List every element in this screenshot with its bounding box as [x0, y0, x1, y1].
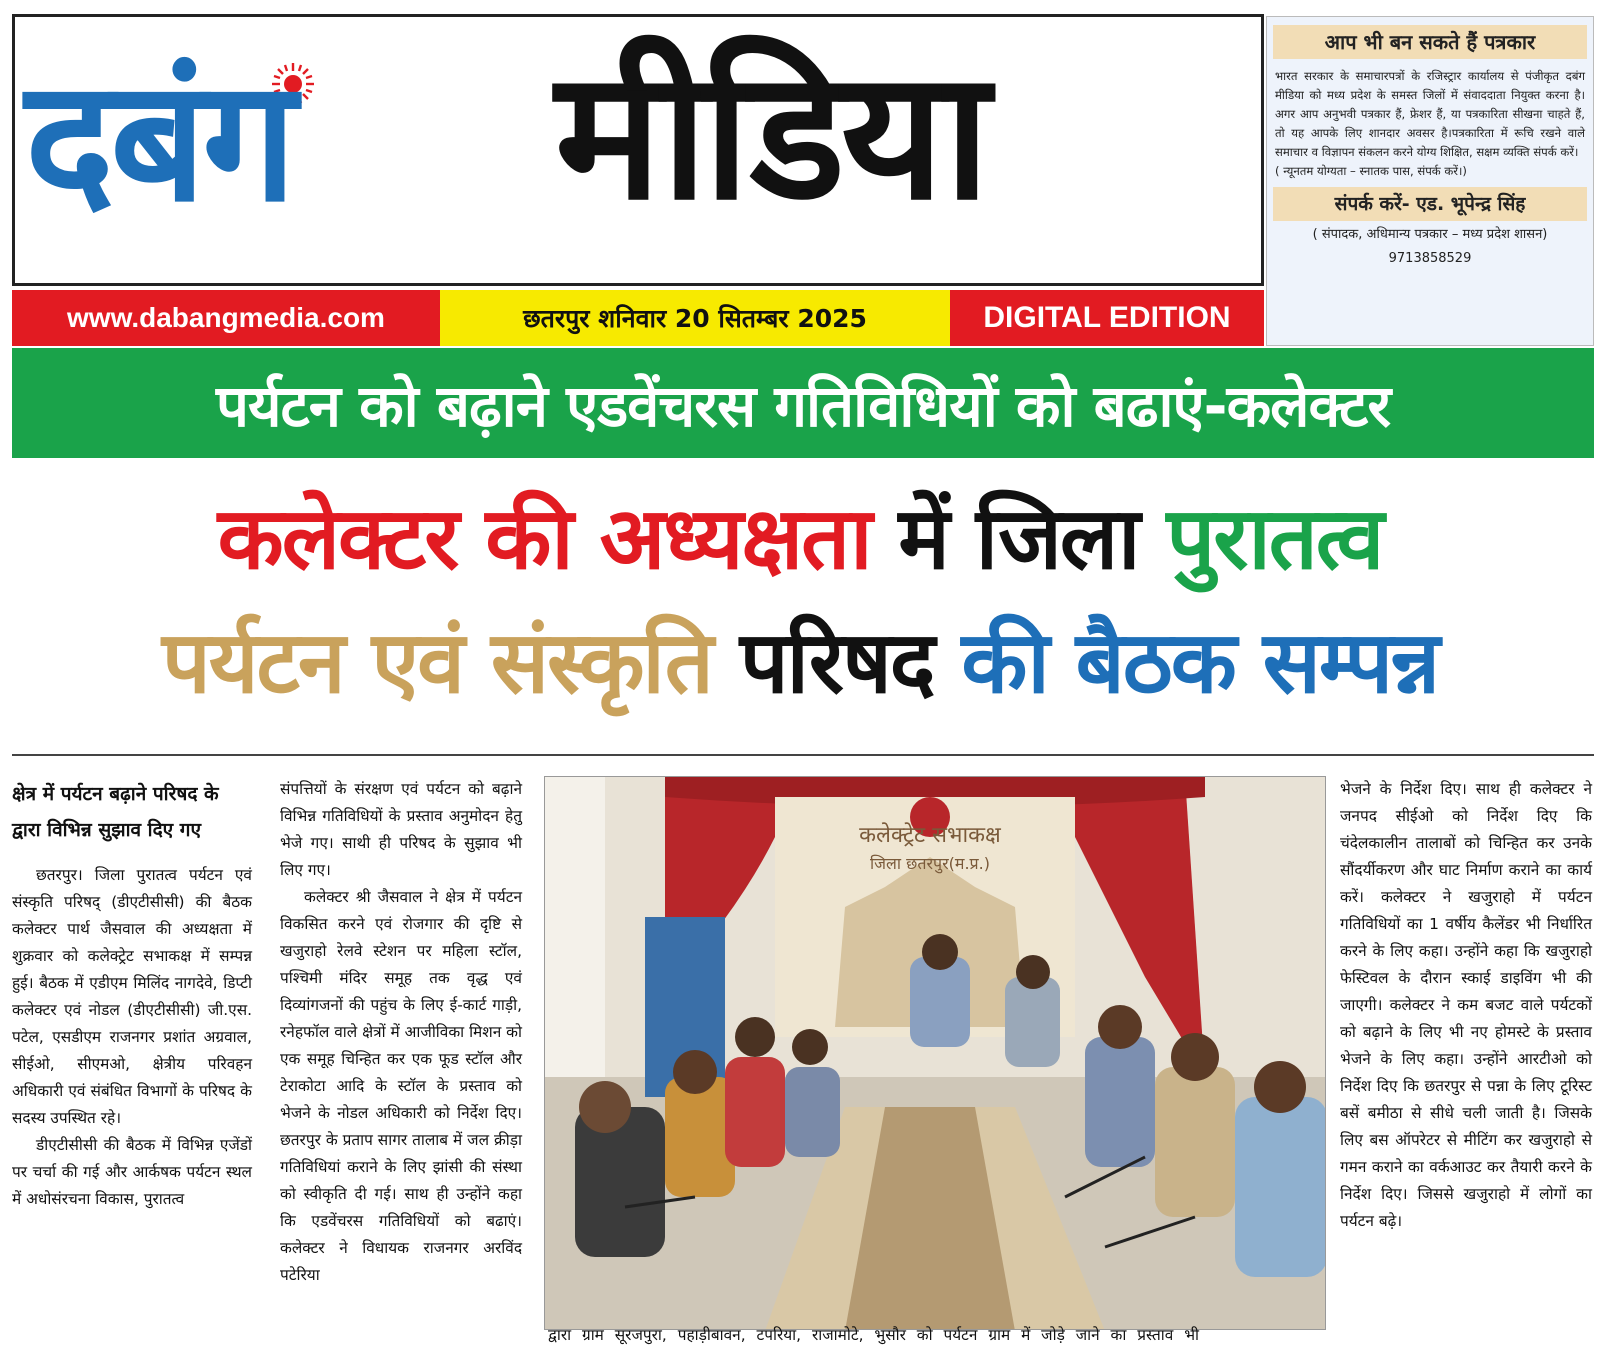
- edition-label: DIGITAL EDITION: [950, 290, 1264, 346]
- ad-title: आप भी बन सकते हैं पत्रकार: [1273, 25, 1587, 59]
- article-paragraph: भेजने के निर्देश दिए। साथ ही कलेक्टर ने जनपद सीईओ को निर्देश दिए कि चंदेलकालीन तालाबों को चिन्हित कर उनके सौंदर्यीकरण और घाट निर्माण कराने का कार्य करें। कलेक्टर ने खजुराहो में पर्यटन गतिविधियों का 1 वर्षीय कैलेंडर भी निर्धारित करने के लिए कहा। उन्होंने कहा कि खजुराहो फेस्टिवल के दौरान स्काई डाइविंग भी की जाएगी। कलेक्टर ने कम बजट वाले पर्यटकों को बढ़ाने के लिए भी नए होमस्टे के प्रस्ताव भेजने के लिए कहा। उन्होंने आरटीओ को निर्देश दिए कि छतरपुर से पन्ना के लिए टूरिस्ट बसें बमीठा से सीधे चली जाती है। जिसके लिए बस ऑपरेटर से मीटिंग कर खजुराहो से गमन कराने का वर्कआउट कर तैयारी करने के निर्देश दिए। जिससे खजुराहो में लोगों का पर्यटन बढ़े।: [1340, 780, 1592, 1230]
- photo-banner-line-2: जिला छतरपुर(म.प्र.): [870, 854, 990, 873]
- article-paragraph: छतरपुर। जिला पुरातत्व पर्यटन एवं संस्कृति परिषद् (डीएटीसीसी) की बैठक कलेक्टर पार्थ जैसवाल की अध्यक्षता में शुक्रवार को कलेक्ट्रेट सभाकक्ष में सम्पन्न हुई। बैठक में एडीएम मिलिंद नागदेवे, डिप्टी कलेक्टर एवं नोडल (डीएटीसीसी) जी.एस. पटेल, एसडीएम राजनगर प्रशांत अग्रवाल, सीईओ, सीएमओ, क्षेत्रीय परिवहन अधिकारी एवं संबंधित विभागों के परिषद के सदस्य उपस्थित रहे।: [12, 866, 252, 1127]
- photo-caption-text: द्वारा ग्राम सूरजपुरा, पहाड़ीबावन, टपरिया, राजामोटे, भुसौर को पर्यटन ग्राम में जोड़े जाने का प्रस्ताव भी: [548, 1326, 1200, 1344]
- banner-headline: पर्यटन को बढ़ाने एडवेंचरस गतिविधियों को बढाएं-कलेक्टर: [12, 348, 1594, 458]
- article-subhead: क्षेत्र में पर्यटन बढ़ाने परिषद के द्वारा विभिन्न सुझाव दिए गए: [12, 783, 219, 841]
- article-paragraph: कलेक्टर श्री जैसवाल ने क्षेत्र में पर्यटन विकसित करने एवं रोजगार की दृष्टि से खजुराहो रेलवे स्टेशन पर महिला स्टॉल, पश्चिमी मंदिर समूह तक वृद्ध एवं दिव्यांगजनों की पहुंच के लिए ई-कार्ट गाड़ी, रनेहफॉल वाले क्षेत्रों में आजीविका मिशन को एक समूह चिन्हित कर एक फूड स्टॉल और टेराकोटा आदि के स्टॉल के प्रस्ताव को भेजने के नोडल अधिकारी को निर्देश दिए। छतरपुर के प्रताप सागर तालाब में जल क्रीड़ा गतिविधियां कराने के लिए झांसी की संस्था को स्वीकृति दी गई। साथ ही उन्होंने कहा कि एडवेंचरस गतिविधियों को बढाएं। कलेक्टर ने विधायक राजनगर अरविंद पटेरिया: [280, 888, 522, 1284]
- website-link[interactable]: www.dabangmedia.com: [12, 290, 440, 346]
- photo-banner-line-1: कलेक्ट्रेट सभाकक्ष: [859, 823, 1001, 848]
- ad-body-text: भारत सरकार के समाचारपत्रों के रजिस्ट्रार कार्यालय से पंजीकृत दबंग मीडिया को मध्य प्रदेश के समस्त जिलों में संवाददाता नियुक्त करना है। अगर आप अनुभवी पत्रकार हैं, फ्रेशर हैं, या पत्रकारिता सीखना चाहते हैं, तो यह आपके लिए शानदार अवसर है।पत्रकारिता में रूचि रखने वाले समाचार व विज्ञापन संकलन करने योग्य शिक्षित, सक्षम व्यक्ति संपर्क करें।: [1275, 69, 1585, 159]
- headline-line-1: [0, 489, 1600, 589]
- ad-body: [1267, 63, 1593, 185]
- meeting-photo: [544, 776, 1326, 1330]
- recruitment-ad: [1266, 16, 1594, 346]
- ad-qualification: ( न्यूनतम योग्यता – स्नातक पास, संपर्क करें।): [1275, 164, 1467, 178]
- article-column-1: [12, 776, 252, 1213]
- article-paragraph: संपत्तियों के संरक्षण एवं पर्यटन को बढ़ाने विभिन्न गतिविधियों के प्रस्ताव अनुमोदन हेतु भेजे गए। साथी ही परिषद के सुझाव भी लिए गए।: [280, 780, 522, 879]
- headline-part: की बैठक सम्पन्न: [961, 613, 1439, 713]
- meeting-photo-illustration: [545, 777, 1326, 1330]
- headline-part: पुरातत्व: [1166, 489, 1383, 589]
- divider: [12, 754, 1594, 756]
- headline-part: कलेक्टर की अध्यक्षता: [217, 489, 871, 589]
- logo-word-media: मीडिया: [555, 32, 987, 239]
- article-column-4: [1340, 776, 1592, 1235]
- ad-phone: 9713858529: [1388, 251, 1472, 266]
- article-column-2: [280, 776, 522, 1289]
- ad-designation: ( संपादक, अधिमान्य पत्रकार – मध्य प्रदेश शासन): [1312, 227, 1548, 242]
- logo-word-dabang: दबंग: [25, 43, 293, 239]
- headline-part: में जिला: [898, 489, 1139, 589]
- headline-part: परिषद: [739, 613, 934, 713]
- headline-line-2: [0, 613, 1600, 713]
- headline-part: पर्यटन एवं संस्कृति: [161, 613, 712, 713]
- article-paragraph: डीएटीसीसी की बैठक में विभिन्न एजेंडों पर चर्चा की गई और आर्कषक पर्यटन स्थल में अधोसंरचना विकास, पुरातत्व: [12, 1136, 252, 1208]
- dateline: छतरपुर शनिवार 20 सितम्बर 2025: [440, 290, 950, 346]
- masthead: [12, 14, 1264, 286]
- ad-contact: संपर्क करें- एड. भूपेन्द्र सिंह: [1273, 187, 1587, 221]
